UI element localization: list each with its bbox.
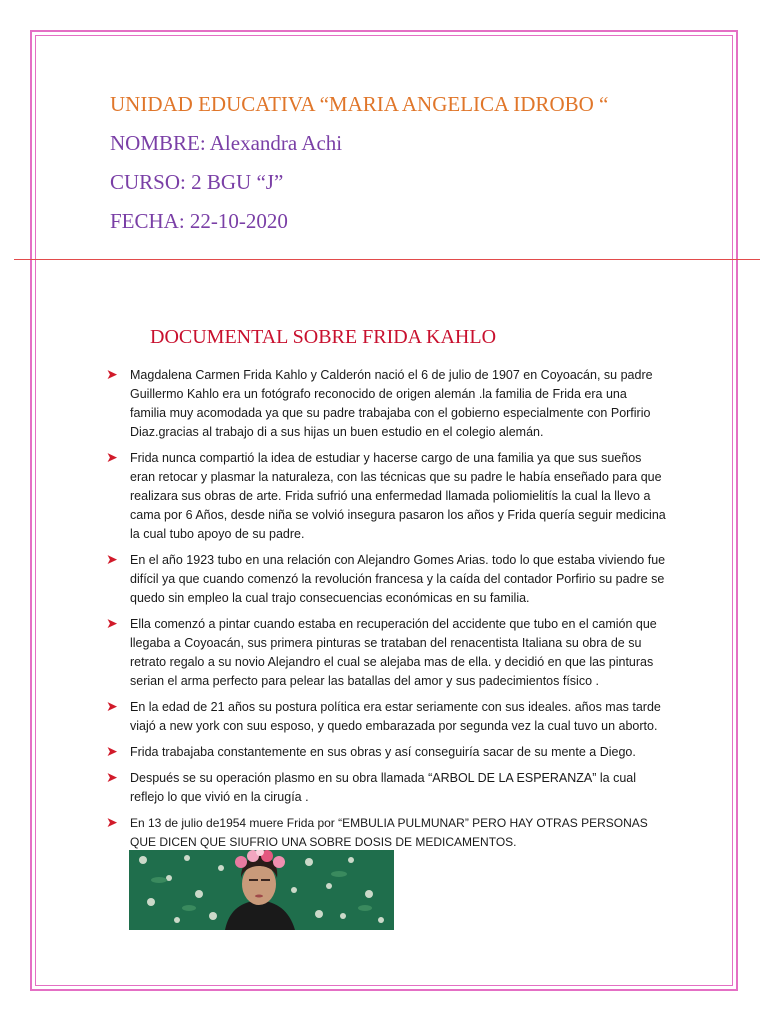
list-item <box>106 769 666 807</box>
bullet-text: Frida nunca compartió la idea de estudiar y hacerse cargo de una familia ya que sus sueños eran retocar y plasmar la naturaleza, con las técnicas que su padre le había enseñado para que realizara sus obras de arte. Frida sufrió una enfermedad llamada poliomielitís la cual la llevo a cama por 6 Años, desde niña se volvió insegura pasaron los años y Frida quería seguir medicina la cual tubo apoyo de su padre. <box>130 451 666 541</box>
bullet-list <box>106 366 666 852</box>
bullet-text: Después se su operación plasmo en su obra llamada “ARBOL DE LA ESPERANZA” la cual reflejo lo que vivió en la cirugía . <box>130 771 637 804</box>
list-item <box>106 366 666 442</box>
bullet-text: En el año 1923 tubo en una relación con Alejandro Gomes Arias. todo lo que estaba viviendo fue difícil ya que cuando comenzó la revolución francesa y la caída del contador Porfirio su padre se quedo sin empleo la cual trajo consecuencias económicas en su familia. <box>130 553 666 605</box>
list-item <box>106 551 666 608</box>
bullet-text: En 13 de julio de1954 muere Frida por “EMBULIA PULMUNAR” PERO HAY OTRAS PERSONAS QUE DICEN QUE SIUFRIO UNA SOBRE DOSIS DE MEDICAMENTOS. <box>130 816 648 849</box>
course: CURSO: 2 BGU “J” <box>110 170 284 194</box>
date: FECHA: 22-10-2020 <box>110 209 288 233</box>
bullet-text: Frida trabajaba constantemente en sus obras y así conseguiría sacar de su mente a Diego. <box>130 745 636 759</box>
arrow-bullet-icon: ➤ <box>106 814 118 830</box>
header-divider <box>14 259 760 260</box>
school-name: UNIDAD EDUCATIVA “MARIA ANGELICA IDROBO “ <box>110 92 609 116</box>
arrow-bullet-icon: ➤ <box>106 615 118 631</box>
arrow-bullet-icon: ➤ <box>106 366 118 382</box>
frida-portrait-image <box>129 850 394 930</box>
arrow-bullet-icon: ➤ <box>106 551 118 567</box>
arrow-bullet-icon: ➤ <box>106 743 118 759</box>
arrow-bullet-icon: ➤ <box>106 769 118 785</box>
list-item <box>106 449 666 544</box>
bullet-text: Ella comenzó a pintar cuando estaba en recuperación del accidente que tubo en el camión que llegaba a Coyoacán, sus primera pinturas se trataban del renacentista Italiana su obra de su retrato regalo a su novio Alejandro el cual se alejaba mas de ella. y decidió en que las pinturas serian el arma perfecto para pelear las batallas del amor y sus padecimientos físico . <box>130 617 657 688</box>
list-item <box>106 698 666 736</box>
bullet-text: Magdalena Carmen Frida Kahlo y Calderón nació el 6 de julio de 1907 en Coyoacán, su padre Guillermo Kahlo era un fotógrafo reconocido de origen alemán .la familia de Frida era una familia muy acomodada ya que su padre trabajaba con el gobierno especialmente con Porfirio Diaz.gracias al trabajo di a sus hijas un buen estudio en el colegio alemán. <box>130 368 653 439</box>
arrow-bullet-icon: ➤ <box>106 449 118 465</box>
list-item <box>106 743 666 762</box>
student-name: NOMBRE: Alexandra Achi <box>110 131 343 155</box>
bullet-text: En la edad de 21 años su postura política era estar seriamente con sus ideales. años mas tarde viajó a new york con suu esposo, y quedo embarazada por segunda vez la cual tuvo un aborto. <box>130 700 661 733</box>
document-title: DOCUMENTAL SOBRE FRIDA KAHLO <box>150 326 497 348</box>
list-item <box>106 615 666 691</box>
list-item <box>106 814 666 852</box>
arrow-bullet-icon: ➤ <box>106 698 118 714</box>
